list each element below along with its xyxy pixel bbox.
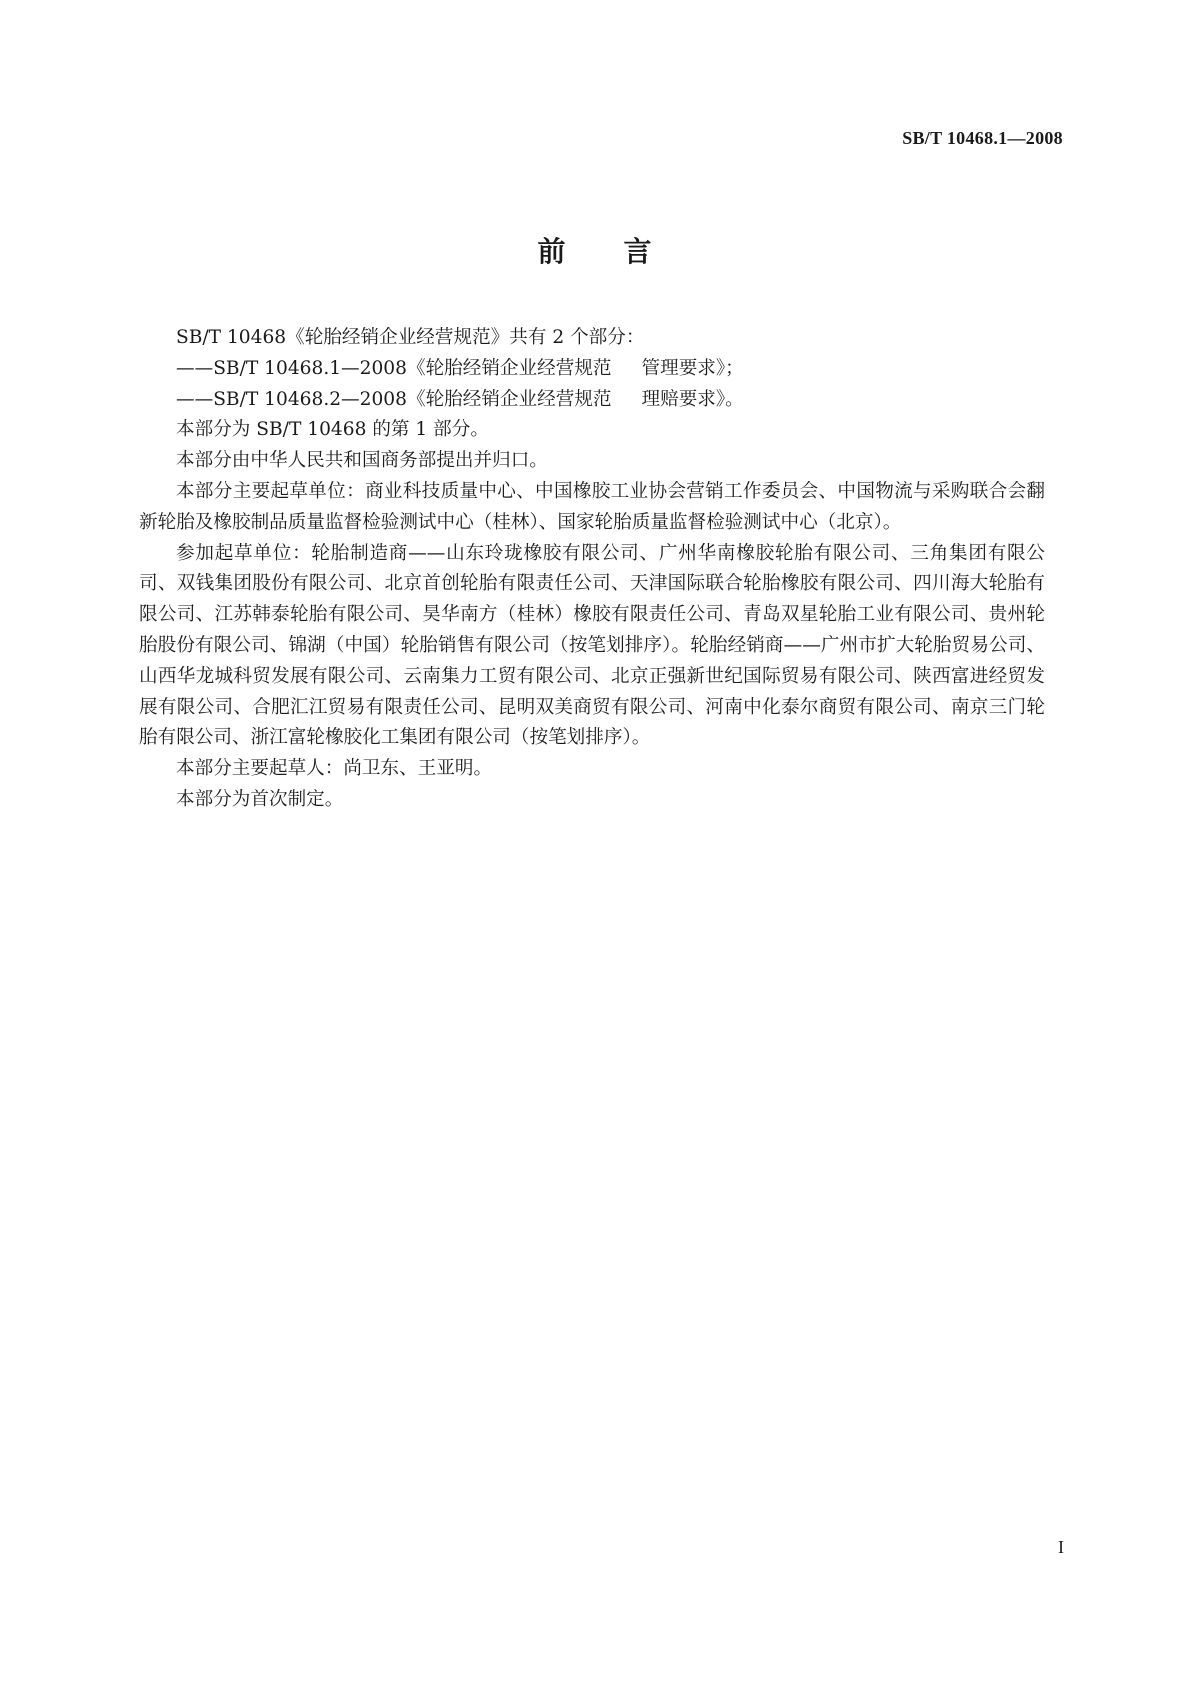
paragraph-part-2 [139,385,1045,416]
part-1-title: ——SB/T 10468.1—2008《轮胎经销企业经营规范 [176,357,612,379]
part-2-title: ——SB/T 10468.2—2008《轮胎经销企业经营规范 [176,388,612,410]
paragraph-parts-intro: SB/T 10468《轮胎经销企业经营规范》共有 2 个部分： [176,327,645,348]
paragraph-first-edition: 本部分为首次制定。 [176,788,344,810]
paragraph-participating-units: 参加起草单位：轮胎制造商——山东玲珑橡胶有限公司、广州华南橡胶轮胎有限公司、三角集团有限公司、双钱集团股份有限公司、北京首创轮胎有限责任公司、天津国际联合轮胎橡胶有限公司、四川海大轮胎有限公司、江苏韩泰轮胎有限公司、昊华南方（桂林）橡胶有限责任公司、青岛双星轮胎工业有限公司、贵州轮胎股份有限公司、锦湖（中国）轮胎销售有限公司（按笔划排序）。轮胎经销商——广州市扩大轮胎贸易公司、山西华龙城科贸发展有限公司、云南集力工贸有限公司、北京正强新世纪国际贸易有限公司、陕西富进经贸发展有限公司、合肥汇江贸易有限责任公司、昆明双美商贸有限公司、河南中化泰尔商贸有限公司、南京三门轮胎有限公司、浙江富轮橡胶化工集团有限公司（按笔划排序）。 [139,542,1045,749]
part-1-subtitle: 管理要求》； [641,357,744,379]
paragraph-main-drafters: 本部分主要起草人：尚卫东、王亚明。 [176,758,493,780]
title-char-2: 言 [623,235,654,268]
paragraph-this-part: 本部分为 SB/T 10468 的第 1 部分。 [176,419,489,441]
page-title [0,230,1191,270]
standard-code: SB/T 10468.1—2008 [902,128,1063,148]
page-number: I [1058,1537,1064,1557]
paragraph-main-drafters-units: 本部分主要起草单位：商业科技质量中心、中国橡胶工业协会营销工作委员会、中国物流与采购联合会翻新轮胎及橡胶制品质量监督检验测试中心（桂林）、国家轮胎质量监督检验测试中心（北京）。 [139,480,1045,533]
paragraph-proposer: 本部分由中华人民共和国商务部提出并归口。 [176,450,548,472]
part-2-subtitle: 理赔要求》。 [641,388,744,410]
paragraph-part-1 [139,354,1045,385]
foreword-body [139,323,1045,816]
title-char-1: 前 [537,235,568,268]
